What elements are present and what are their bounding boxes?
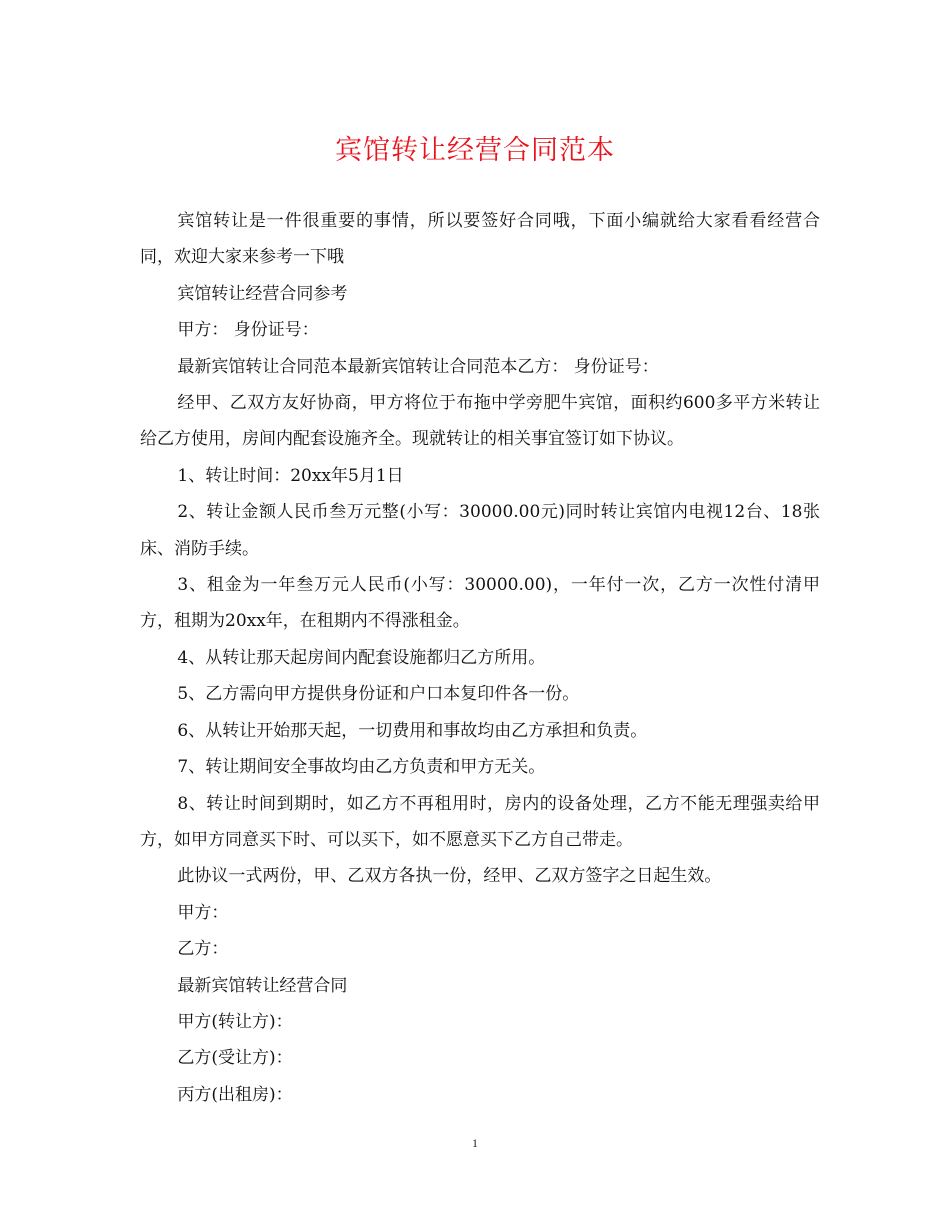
clause-1: 1、转让时间：20xx年5月1日: [177, 465, 404, 486]
paragraph-party-b-id: 最新宾馆转让合同范本最新宾馆转让合同范本乙方： 身份证号：: [177, 356, 659, 377]
clause-5: 5、乙方需向甲方提供身份证和户口本复印件各一份。: [177, 684, 580, 705]
paragraph-second-contract-heading: 最新宾馆转让经营合同: [177, 975, 348, 996]
signature-party-b: 乙方：: [177, 939, 229, 960]
paragraph-intro: 宾馆转让是一件很重要的事情，所以要签好合同哦，下面小编就给大家看看经营合同，欢迎大家来参考一下哦: [140, 211, 820, 268]
party-b-transferee: 乙方(受让方)：: [177, 1048, 293, 1069]
clause-4: 4、从转让那天起房间内配套设施都归乙方所用。: [177, 647, 546, 668]
paragraph-effective-clause: 此协议一式两份，甲、乙双方各执一份，经甲、乙双方签字之日起生效。: [177, 866, 722, 887]
clause-2: 2、转让金额人民币叁万元整(小写：30000.00元)同时转让宾馆内电视12台、18张床、消防手续。: [140, 502, 820, 559]
page-number: 1: [472, 1136, 478, 1150]
document-title: 宾馆转让经营合同范本: [335, 135, 615, 166]
clause-3: 3、租金为一年叁万元人民币(小写：30000.00)，一年付一次，乙方一次性付清甲方，租期为20xx年，在租期内不得涨租金。: [140, 575, 820, 632]
party-a-transferor: 甲方(转让方)：: [177, 1011, 293, 1032]
paragraph-agreement-preamble: 经甲、乙双方友好协商，甲方将位于布拖中学旁肥牛宾馆，面积约600多平方米转让给乙方使用，房间内配套设施齐全。现就转让的相关事宜签订如下协议。: [140, 393, 820, 450]
clause-8: 8、转让时间到期时，如乙方不再租用时，房内的设备处理，乙方不能无理强卖给甲方，如甲方同意买下时、可以买下，如不愿意买下乙方自己带走。: [140, 793, 820, 850]
clause-7: 7、转让期间安全事故均由乙方负责和甲方无关。: [177, 757, 546, 778]
document-body: [140, 203, 820, 1113]
clause-6: 6、从转让开始那天起，一切费用和事故均由乙方承担和负责。: [177, 720, 648, 741]
party-c-lessor: 丙方(出租房)：: [177, 1084, 293, 1105]
paragraph-party-a-id: 甲方： 身份证号：: [177, 320, 319, 341]
signature-party-a: 甲方：: [177, 902, 229, 923]
paragraph-reference-heading: 宾馆转让经营合同参考: [177, 283, 348, 304]
